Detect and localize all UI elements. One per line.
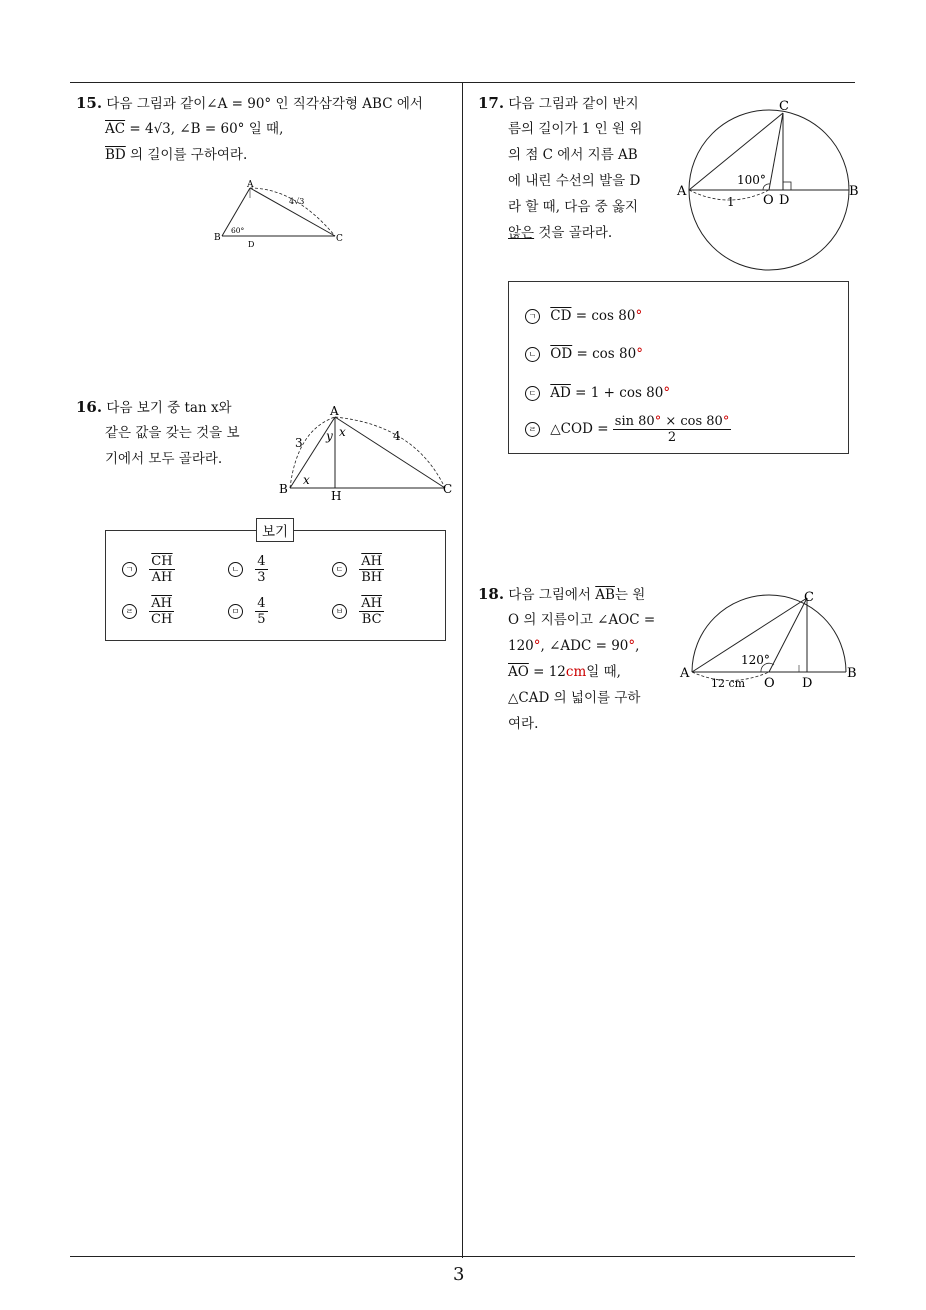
option-mark: ㅂ (332, 604, 347, 619)
question-text: 의 점 C 에서 지름 AB (508, 147, 638, 163)
angle-x-b: x (303, 473, 310, 487)
option-mark: ㄱ (525, 309, 540, 324)
segment-ab: $\overline{AB}$ (595, 587, 615, 603)
label-d: D (248, 240, 255, 249)
side-ab: 3 (295, 436, 303, 450)
segment: $\overline{CD}$ (550, 308, 572, 324)
label-c: C (804, 590, 814, 605)
question-text: 는 원 (614, 587, 646, 603)
question-text: 름의 길이가 1 인 원 위 (508, 121, 643, 137)
side-ac: 4 (393, 429, 401, 443)
angle-label: 60° (231, 226, 245, 235)
label-b: B (849, 184, 859, 199)
question-text: O 의 지름이고 ∠AOC = (508, 612, 656, 628)
column-divider (462, 82, 463, 1258)
question-text: 다음 그림에서 (508, 587, 596, 603)
degree: ° (533, 638, 541, 654)
option-4 (122, 596, 174, 627)
label-o: O (763, 193, 774, 208)
emphasis-not: 않은 (508, 225, 535, 241)
label-a: A (247, 180, 254, 190)
question-text: 일 때, (586, 664, 621, 680)
triangle-figure-16 (275, 400, 460, 505)
segment-ac: $\overline{AC}$ (105, 121, 126, 137)
denominator: CH (151, 612, 173, 627)
label-b: B (847, 666, 857, 681)
question-text: △CAD 의 넓이를 구하 (508, 690, 641, 706)
question-text: = 4√3, ∠B = 60° 일 때, (125, 121, 284, 137)
denominator: 5 (257, 612, 266, 627)
numerator-a: sin 80 (614, 414, 655, 429)
label-o: O (764, 676, 775, 691)
option-mark: ㅁ (228, 604, 243, 619)
question-text: 라 할 때, 다음 중 옳지 (508, 199, 639, 215)
label-c: C (443, 482, 453, 496)
option-2 (228, 554, 268, 585)
option-3 (332, 554, 384, 585)
degree: ° (636, 346, 643, 362)
option-mark: ㄱ (122, 562, 137, 577)
question-text: = 12 (528, 664, 566, 680)
semicircle-figure-18 (675, 585, 865, 695)
numerator: $\overline{AH}$ (361, 596, 383, 611)
option-mark: ㄷ (525, 386, 540, 401)
question-number: 15. (76, 94, 103, 112)
segment: $\overline{AD}$ (550, 385, 571, 401)
numerator: $\overline{CH}$ (151, 554, 173, 569)
option-6 (332, 596, 384, 627)
numerator: 4 (257, 596, 266, 611)
option-mark: ㄹ (122, 604, 137, 619)
option-1 (525, 308, 642, 324)
label-d: D (802, 676, 813, 691)
angle-y: y (326, 429, 333, 443)
denominator: BC (361, 612, 382, 627)
option-mark: ㄴ (228, 562, 243, 577)
option-mark: ㄹ (525, 422, 540, 437)
label-a: A (330, 404, 339, 418)
question-text: 에 내린 수선의 발을 D (508, 173, 641, 189)
question-text: 같은 값을 갖는 것을 보 (105, 425, 240, 441)
label-d: D (779, 193, 790, 208)
question-text: 다음 그림과 같이∠A = 90° 인 직각삼각형 ABC 에서 (106, 96, 423, 112)
denominator: AH (151, 570, 173, 585)
label-b: B (214, 233, 221, 243)
question-number: 17. (478, 94, 505, 112)
denominator: 2 (667, 430, 677, 445)
bogi-title: 보기 (256, 518, 294, 542)
question-text: 다음 보기 중 tan x와 (106, 400, 232, 416)
question-text: , (635, 638, 640, 654)
option-2 (525, 346, 643, 362)
triangle-figure-15 (210, 178, 350, 250)
page-number: 3 (453, 1264, 465, 1285)
unit: cm (565, 664, 587, 680)
option-1 (122, 554, 175, 585)
question-text: 다음 그림과 같이 반지 (508, 96, 639, 112)
numerator: $\overline{AH}$ (361, 554, 383, 569)
question-number: 18. (478, 585, 505, 603)
question-number: 16. (76, 398, 103, 416)
denominator: 3 (257, 570, 266, 585)
label-a: A (677, 184, 687, 199)
segment-bd: $\overline{BD}$ (105, 147, 126, 163)
label-b: B (279, 482, 288, 496)
question-text: 여라. (508, 716, 539, 732)
equation: = cos 80 (572, 346, 637, 362)
question-text: 의 길이를 구하여라. (125, 147, 248, 163)
length-label: 12 cm (711, 677, 746, 690)
question-text: 기에서 모두 골라라. (105, 451, 223, 467)
degree: ° (628, 638, 636, 654)
angle-x-a: x (339, 425, 346, 439)
angle-value: 120 (508, 638, 534, 654)
numerator-b: × cos 80 (661, 414, 723, 429)
bottom-rule (70, 1256, 855, 1257)
label-h: H (331, 489, 342, 503)
option-mark: ㄷ (332, 562, 347, 577)
label-a: A (680, 666, 690, 681)
degree: ° (654, 414, 662, 429)
degree: ° (663, 385, 671, 401)
angle-label: 100° (737, 173, 766, 187)
question-text: 것을 골라라. (534, 225, 613, 241)
segment: $\overline{OD}$ (550, 346, 573, 362)
segment-ao: $\overline{AO}$ (508, 664, 529, 680)
label-c: C (779, 99, 789, 114)
degree: ° (635, 308, 643, 324)
circle-figure-17 (675, 95, 865, 275)
side-label: 4√3 (289, 197, 305, 206)
degree: ° (722, 414, 730, 429)
question-text: , ∠ADC = 90 (540, 638, 629, 654)
option-mark: ㄴ (525, 347, 540, 362)
option-4 (525, 414, 731, 445)
equation: = 1 + cos 80 (570, 385, 664, 401)
radius-label: 1 (727, 195, 735, 209)
equation: = cos 80 (571, 308, 636, 324)
option-5 (228, 596, 268, 627)
angle-label: 120° (741, 653, 770, 667)
numerator: 4 (257, 554, 266, 569)
numerator: $\overline{AH}$ (151, 596, 173, 611)
denominator: BH (361, 570, 383, 585)
equation-lhs: △COD = (550, 421, 613, 437)
option-3 (525, 385, 670, 401)
label-c: C (336, 234, 343, 244)
